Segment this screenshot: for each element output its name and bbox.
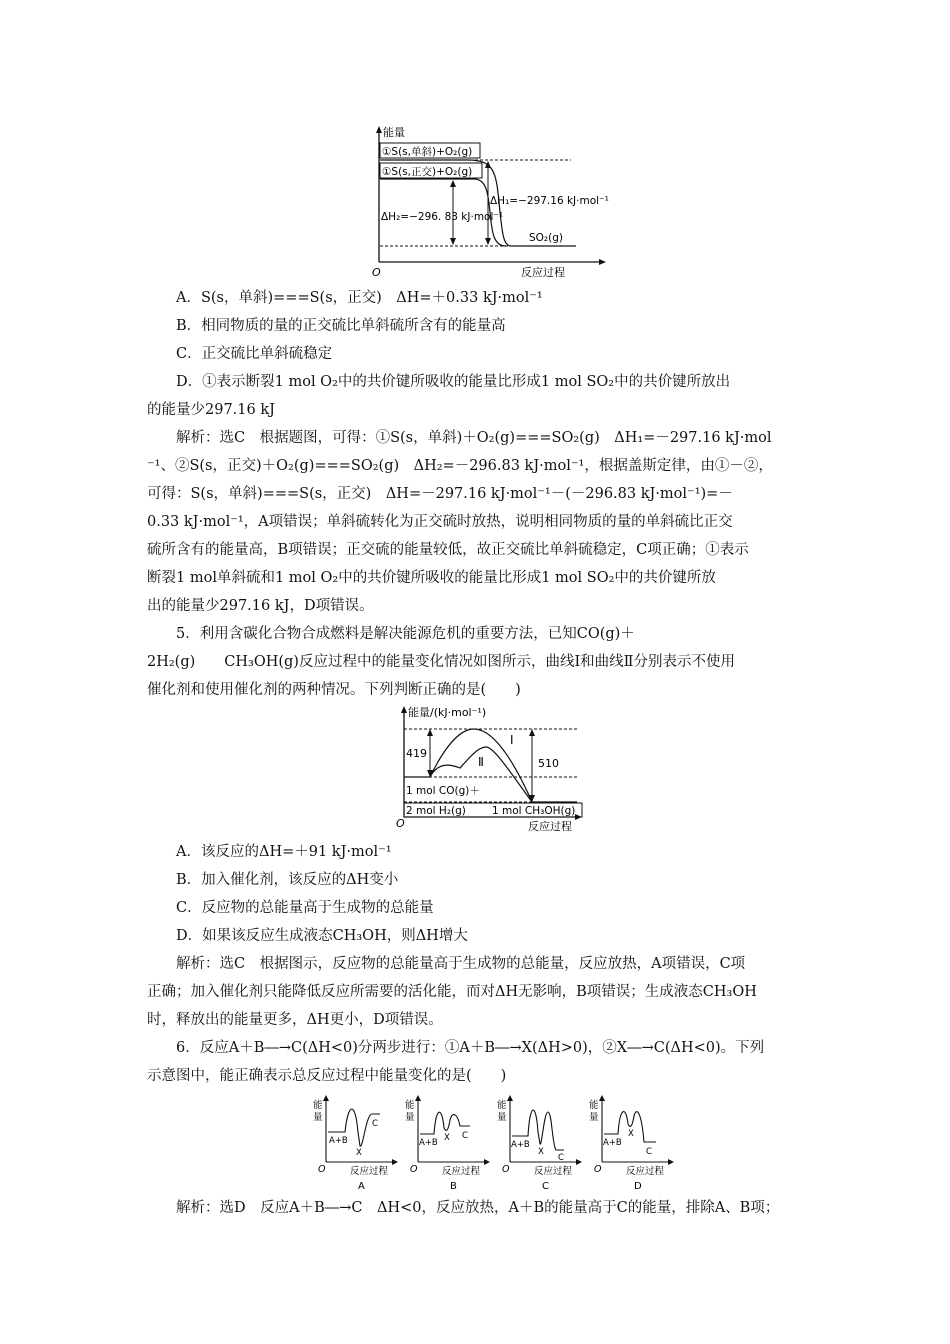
panel-label-c: C — [462, 1131, 468, 1141]
q5-stem-line: 5．利用含碳化合物合成燃料是解决能源危机的重要方法，已知CO(g)＋ — [176, 626, 635, 642]
fig2-curve-2-label: Ⅱ — [478, 755, 484, 769]
panel-a — [313, 1095, 398, 1192]
panel-caption-a: A — [358, 1181, 365, 1192]
fig1-level2: ①S(s,正交)+O₂(g) — [382, 166, 473, 178]
q4-explanation-line: 可得：S(s，单斜)===S(s，正交) ΔH=－297.16 kJ·mol⁻¹－(－296.83 kJ·mol⁻¹)=－ — [147, 486, 733, 502]
q4-explanation-line: 硫所含有的能量高，B项错误；正交硫的能量较低，故正交硫比单斜硫稳定，C项正确；①表示 — [147, 542, 749, 558]
panel-c — [497, 1095, 582, 1192]
four-option-diagrams — [310, 1094, 710, 1194]
fig2-value-510: 510 — [538, 757, 559, 770]
panel-label-c: C — [646, 1147, 652, 1157]
panel-caption-c: C — [542, 1181, 549, 1192]
q5-option-d: D．如果该反应生成液态CH₃OH，则ΔH增大 — [176, 928, 468, 944]
fig2-curve-1-label: Ⅰ — [510, 733, 514, 747]
panel-label-x: X — [356, 1148, 362, 1158]
panel-ylabel-2: 量 — [497, 1112, 507, 1123]
panel-ylabel-1: 能 — [313, 1100, 323, 1111]
panel-label-c: C — [558, 1153, 564, 1163]
panel-origin: O — [318, 1164, 326, 1175]
panel-label-ab: A+B — [603, 1138, 622, 1148]
q4-explanation-line: 出的能量少297.16 kJ，D项错误。 — [147, 598, 374, 614]
panel-ylabel-1: 能 — [405, 1100, 415, 1111]
q4-option-c: C．正交硫比单斜硫稳定 — [176, 346, 333, 362]
panel-origin: O — [502, 1164, 510, 1175]
fig1-ylabel: 能量 — [383, 126, 405, 139]
panel-label-ab: A+B — [329, 1136, 348, 1146]
panel-ylabel-2: 量 — [313, 1112, 323, 1123]
panel-xlabel: 反应过程 — [626, 1166, 665, 1177]
fig1-dh2: ΔH₂=−296. 83 kJ·mol⁻¹ — [381, 211, 504, 223]
q4-explanation-line: 解析：选C 根据题图，可得：①S(s，单斜)＋O₂(g)===SO₂(g) ΔH₁=－297.16 kJ·mol — [176, 430, 772, 446]
panel-caption-b: B — [450, 1181, 457, 1192]
methanol-energy-diagram — [392, 702, 592, 834]
q5-option-b: B．加入催化剂，该反应的ΔH变小 — [176, 872, 399, 888]
fig2-reactant-line1: 1 mol CO(g)＋ — [406, 785, 480, 797]
panel-xlabel: 反应过程 — [350, 1166, 389, 1177]
fig1-product: SO₂(g) — [529, 232, 563, 244]
q4-explanation-line: 断裂1 mol单斜硫和1 mol O₂中的共价键所吸收的能量比形成1 mol SO₂中的共价键所放 — [147, 570, 716, 586]
panel-label-ab: A+B — [419, 1138, 438, 1148]
q4-option-a: A．S(s，单斜)===S(s，正交) ΔH=＋0.33 kJ·mol⁻¹ — [176, 290, 543, 306]
panel-label-ab: A+B — [511, 1140, 530, 1150]
q6-stem-line: 6．反应A＋B―→C(ΔH<0)分两步进行：①A＋B―→X(ΔH>0)，②X―→C(ΔH<0)。下列 — [176, 1040, 765, 1056]
panel-origin: O — [410, 1164, 418, 1175]
q6-explanation-line: 解析：选D 反应A＋B―→C ΔH<0，反应放热，A＋B的能量高于C的能量，排除A、B项； — [176, 1200, 780, 1216]
q4-option-b: B．相同物质的量的正交硫比单斜硫所含有的能量高 — [176, 318, 506, 334]
panel-label-x: X — [628, 1129, 634, 1139]
fig1-xlabel: 反应过程 — [521, 266, 565, 279]
sulfur-energy-diagram — [366, 122, 626, 282]
q5-explanation-line: 正确；加入催化剂只能降低反应所需要的活化能，而对ΔH无影响，B项错误；生成液态CH₃OH — [147, 984, 757, 1000]
q4-option-d-line1: D．①表示断裂1 mol O₂中的共价键所吸收的能量比形成1 mol SO₂中的共价键所放出 — [176, 374, 731, 390]
fig1-dh1: ΔH₁=−297.16 kJ·mol⁻¹ — [490, 195, 609, 207]
panel-caption-d: D — [634, 1181, 642, 1192]
panel-label-x: X — [444, 1133, 450, 1143]
panel-origin: O — [594, 1164, 602, 1175]
fig2-ylabel: 能量/(kJ·mol⁻¹) — [408, 706, 487, 719]
q4-explanation-line: ⁻¹、②S(s，正交)＋O₂(g)===SO₂(g) ΔH₂=－296.83 kJ·mol⁻¹，根据盖斯定律，由①－②， — [147, 458, 773, 474]
fig2-xlabel: 反应过程 — [528, 820, 572, 833]
q5-explanation-line: 解析：选C 根据图示，反应物的总能量高于生成物的总能量，反应放热，A项错误，C项 — [176, 956, 746, 972]
panel-xlabel: 反应过程 — [534, 1166, 573, 1177]
fig2-product: 1 mol CH₃OH(g) — [492, 805, 576, 817]
fig2-origin: O — [396, 817, 405, 830]
q5-explanation-line: 时，释放出的能量更多，ΔH更小，D项错误。 — [147, 1012, 443, 1028]
fig2-value-419: 419 — [406, 747, 427, 760]
panel-ylabel-2: 量 — [405, 1112, 415, 1123]
fig2-reactant-line2: 2 mol H₂(g) — [406, 805, 466, 817]
panel-ylabel-1: 能 — [589, 1100, 599, 1111]
fig1-origin: O — [372, 266, 381, 279]
q6-stem-line: 示意图中，能正确表示总反应过程中能量变化的是( ) — [147, 1068, 507, 1084]
q5-stem-line: 2H₂(g) CH₃OH(g)反应过程中的能量变化情况如图所示，曲线Ⅰ和曲线Ⅱ分别表示不使用 — [147, 654, 736, 670]
q5-option-c: C．反应物的总能量高于生成物的总能量 — [176, 900, 434, 916]
panel-b — [405, 1095, 490, 1192]
panel-label-c: C — [372, 1119, 378, 1129]
fig1-level1: ①S(s,单斜)+O₂(g) — [382, 146, 473, 158]
q5-option-a: A．该反应的ΔH=＋91 kJ·mol⁻¹ — [176, 844, 392, 860]
panel-ylabel-2: 量 — [589, 1112, 599, 1123]
q4-option-d-line2: 的能量少297.16 kJ — [147, 402, 275, 418]
panel-xlabel: 反应过程 — [442, 1166, 481, 1177]
q4-explanation-line: 0.33 kJ·mol⁻¹，A项错误；单斜硫转化为正交硫时放热，说明相同物质的量的单斜硫比正交 — [147, 514, 733, 530]
q5-stem-line: 催化剂和使用催化剂的两种情况。下列判断正确的是( ) — [147, 682, 521, 698]
panel-label-x: X — [538, 1147, 544, 1157]
panel-d — [589, 1095, 674, 1192]
panel-ylabel-1: 能 — [497, 1100, 507, 1111]
